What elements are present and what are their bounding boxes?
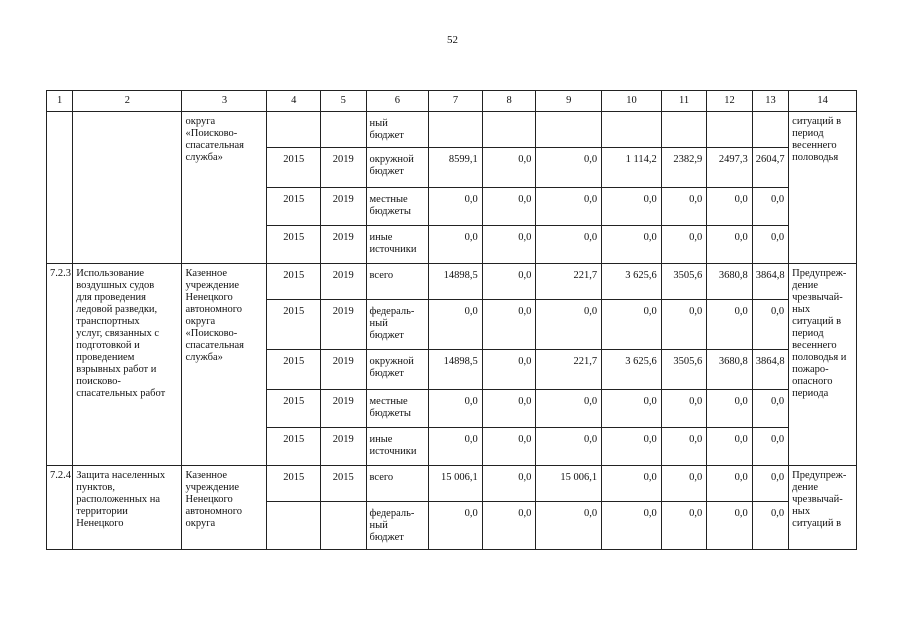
end-year-cell: 2019 [321,148,367,188]
amount-cell: 0,0 [752,188,788,226]
item-name-cell: Использование воздушных судов для проведения ледовой разведки, транспортных услуг, связанных с подготовкой и проведением взрывных работ и поисково- спасательных работ [73,264,182,466]
funding-source-cell: федераль- ный бюджет [366,502,429,550]
amount-cell: 0,0 [482,466,536,502]
funding-source-cell: местные бюджеты [366,188,429,226]
amount-cell: 0,0 [482,300,536,350]
table-row [47,264,857,300]
funding-source-cell: иные источники [366,428,429,466]
amount-cell: 0,0 [707,390,753,428]
header-cell: 9 [536,91,602,112]
header-cell: 6 [366,91,429,112]
amount-cell: 0,0 [661,188,707,226]
amount-cell: 3 625,6 [602,350,662,390]
end-year-cell [321,502,367,550]
amount-cell: 2382,9 [661,148,707,188]
item-name-cell [73,112,182,264]
amount-cell: 0,0 [707,466,753,502]
amount-cell: 0,0 [661,466,707,502]
amount-cell [602,112,662,148]
item-number-cell: 7.2.4 [47,466,73,550]
amount-cell: 0,0 [707,226,753,264]
item-number-cell [47,112,73,264]
end-year-cell: 2019 [321,264,367,300]
executor-cell: округа «Поисково- спасательная служба» [182,112,267,264]
amount-cell: 15 006,1 [536,466,602,502]
start-year-cell [267,502,321,550]
end-year-cell: 2019 [321,188,367,226]
amount-cell: 0,0 [661,226,707,264]
amount-cell: 0,0 [602,226,662,264]
amount-cell: 3864,8 [752,264,788,300]
header-cell: 5 [321,91,367,112]
amount-cell: 0,0 [707,502,753,550]
start-year-cell: 2015 [267,226,321,264]
end-year-cell: 2019 [321,428,367,466]
amount-cell: 0,0 [429,502,483,550]
header-cell: 13 [752,91,788,112]
amount-cell: 0,0 [482,350,536,390]
amount-cell: 0,0 [536,226,602,264]
amount-cell: 221,7 [536,264,602,300]
amount-cell: 0,0 [536,428,602,466]
amount-cell: 3864,8 [752,350,788,390]
start-year-cell: 2015 [267,466,321,502]
start-year-cell: 2015 [267,300,321,350]
header-cell: 12 [707,91,753,112]
funding-source-cell: ный бюджет [366,112,429,148]
end-year-cell: 2015 [321,466,367,502]
amount-cell: 0,0 [602,428,662,466]
amount-cell: 0,0 [536,188,602,226]
header-cell: 1 [47,91,73,112]
amount-cell: 0,0 [707,300,753,350]
amount-cell: 0,0 [482,188,536,226]
amount-cell: 0,0 [752,502,788,550]
amount-cell: 3680,8 [707,350,753,390]
header-row [47,91,857,112]
amount-cell: 14898,5 [429,264,483,300]
amount-cell: 0,0 [536,148,602,188]
funding-source-cell: всего [366,466,429,502]
amount-cell: 0,0 [661,390,707,428]
amount-cell: 0,0 [661,428,707,466]
amount-cell: 14898,5 [429,350,483,390]
item-number-cell: 7.2.3 [47,264,73,466]
amount-cell: 15 006,1 [429,466,483,502]
start-year-cell: 2015 [267,148,321,188]
amount-cell [661,112,707,148]
executor-cell: Казенное учреждение Ненецкого автономного округа [182,466,267,550]
amount-cell: 0,0 [752,428,788,466]
header-cell: 4 [267,91,321,112]
header-cell: 2 [73,91,182,112]
table-row [47,112,857,148]
amount-cell: 0,0 [602,390,662,428]
header-cell: 7 [429,91,483,112]
amount-cell [536,112,602,148]
amount-cell: 2604,7 [752,148,788,188]
funding-source-cell: иные источники [366,226,429,264]
header-cell: 10 [602,91,662,112]
amount-cell: 0,0 [752,466,788,502]
amount-cell: 0,0 [482,148,536,188]
amount-cell: 0,0 [429,428,483,466]
amount-cell: 0,0 [602,300,662,350]
amount-cell: 0,0 [707,428,753,466]
amount-cell: 0,0 [752,300,788,350]
amount-cell: 0,0 [752,390,788,428]
funding-source-cell: местные бюджеты [366,390,429,428]
amount-cell: 0,0 [482,264,536,300]
amount-cell [707,112,753,148]
expected-result-cell: Предупреж- дение чрезвычай- ных ситуаций в [789,466,857,550]
amount-cell [429,112,483,148]
amount-cell [752,112,788,148]
executor-cell: Казенное учреждение Ненецкого автономного округа «Поисково- спасательная служба» [182,264,267,466]
amount-cell: 0,0 [536,300,602,350]
amount-cell: 0,0 [752,226,788,264]
item-name-cell: Защита населенных пунктов, расположенных на территории Ненецкого [73,466,182,550]
amount-cell: 0,0 [429,188,483,226]
end-year-cell: 2019 [321,390,367,428]
header-cell: 14 [789,91,857,112]
amount-cell: 221,7 [536,350,602,390]
end-year-cell: 2019 [321,300,367,350]
header-cell: 3 [182,91,267,112]
end-year-cell [321,112,367,148]
start-year-cell: 2015 [267,350,321,390]
funding-source-cell: окружной бюджет [366,350,429,390]
amount-cell: 0,0 [602,466,662,502]
budget-table [46,90,857,550]
amount-cell: 0,0 [707,188,753,226]
amount-cell: 3 625,6 [602,264,662,300]
amount-cell: 0,0 [661,300,707,350]
amount-cell: 0,0 [482,390,536,428]
funding-source-cell: всего [366,264,429,300]
end-year-cell: 2019 [321,350,367,390]
start-year-cell: 2015 [267,390,321,428]
start-year-cell: 2015 [267,188,321,226]
start-year-cell [267,112,321,148]
amount-cell: 0,0 [429,390,483,428]
start-year-cell: 2015 [267,428,321,466]
amount-cell: 0,0 [482,428,536,466]
start-year-cell: 2015 [267,264,321,300]
amount-cell: 3680,8 [707,264,753,300]
header-cell: 8 [482,91,536,112]
amount-cell: 0,0 [536,390,602,428]
amount-cell: 0,0 [536,502,602,550]
amount-cell: 2497,3 [707,148,753,188]
amount-cell: 3505,6 [661,350,707,390]
amount-cell: 0,0 [482,502,536,550]
funding-source-cell: федераль- ный бюджет [366,300,429,350]
header-cell: 11 [661,91,707,112]
amount-cell: 0,0 [661,502,707,550]
amount-cell: 1 114,2 [602,148,662,188]
expected-result-cell: ситуаций в период весеннего половодья [789,112,857,264]
amount-cell [482,112,536,148]
page-number: 52 [447,34,458,46]
expected-result-cell: Предупреж- дение чрезвычай- ных ситуаций в период весеннего половодья и пожаро- опасного периода [789,264,857,466]
amount-cell: 8599,1 [429,148,483,188]
end-year-cell: 2019 [321,226,367,264]
amount-cell: 0,0 [429,300,483,350]
amount-cell: 0,0 [602,188,662,226]
amount-cell: 0,0 [482,226,536,264]
amount-cell: 3505,6 [661,264,707,300]
funding-source-cell: окружной бюджет [366,148,429,188]
amount-cell: 0,0 [429,226,483,264]
table-row [47,466,857,502]
amount-cell: 0,0 [602,502,662,550]
